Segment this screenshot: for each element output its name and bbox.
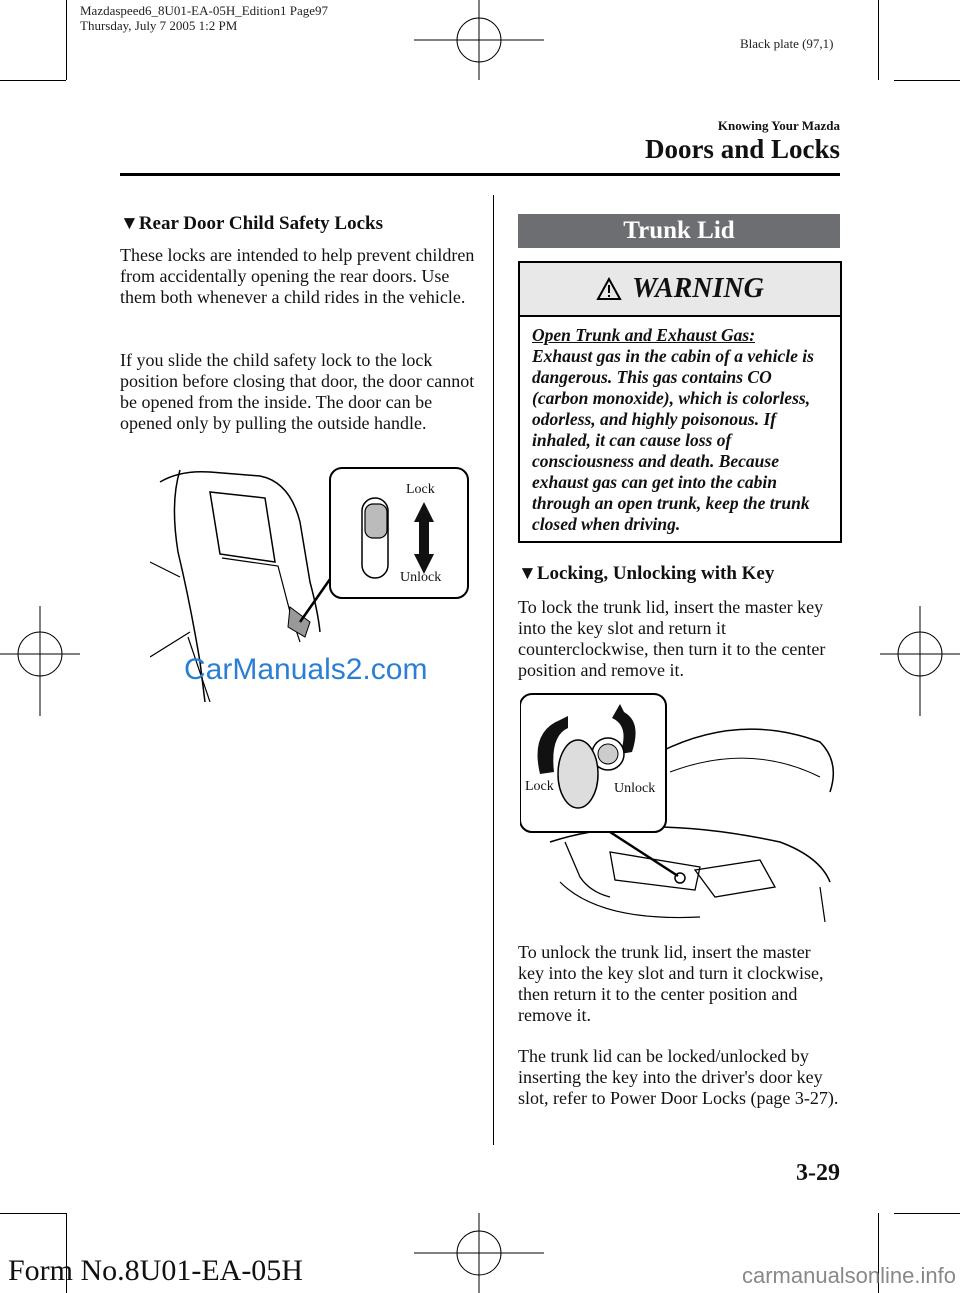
section-title: Doors and Locks: [644, 134, 840, 164]
crop-mark: [0, 1213, 66, 1214]
warning-box: [518, 261, 842, 543]
form-number: Form No.8U01-EA-05H: [8, 1254, 303, 1287]
warning-header: [520, 263, 840, 317]
registration-mark-bottom: [414, 1213, 544, 1293]
trunk-lid-title-bar: Trunk Lid: [518, 214, 840, 248]
child-lock-para1: These locks are intended to help prevent children from accidentally opening the rear doors. Use them both whenever a child rides in the vehicle.: [120, 245, 475, 307]
watermark: CarManuals2.com: [184, 653, 428, 686]
warning-label: WARNING: [632, 273, 764, 304]
registration-mark-left: [0, 606, 80, 716]
trunk-key-heading: ▼Locking, Unlocking with Key: [518, 563, 775, 584]
header-rule: [120, 173, 840, 176]
child-lock-para2: If you slide the child safety lock to the lock position before closing that door, the door cannot be opened from the inside. The door can be opened only by pulling the outside handle.: [120, 350, 475, 433]
warning-triangle-icon: [596, 277, 622, 301]
crop-mark: [66, 0, 67, 80]
section-small-title: Knowing Your Mazda: [717, 118, 840, 133]
trunk-unlock-label: Unlock: [614, 781, 656, 796]
registration-mark-top: [414, 0, 544, 80]
warning-title: Open Trunk and Exhaust Gas:: [532, 325, 756, 345]
child-lock-lock-label: Lock: [406, 482, 435, 497]
crop-mark: [894, 80, 960, 81]
column-divider: [493, 195, 494, 1145]
triangle-bullet-icon: ▼: [120, 213, 139, 234]
crop-mark: [0, 80, 66, 81]
footer-site: carmanualsonline.info: [741, 1263, 956, 1288]
registration-mark-right: [880, 606, 960, 716]
warning-body: Exhaust gas in the cabin of a vehicle is dangerous. This gas contains CO (carbon monoxide), which is colorless, odorless, and highly poisonous. If inhaled, it can cause loss of consciousness and death. Because exhaust gas can get into the cabin through an open trunk, keep the trunk closed when driving.: [532, 346, 814, 534]
trunk-lock-label: Lock: [525, 779, 554, 794]
print-meta-line2: Thursday, July 7 2005 1:2 PM: [80, 18, 238, 33]
trunk-lock-illustration: [520, 692, 842, 932]
print-meta-line1: Mazdaspeed6_8U01-EA-05H_Edition1 Page97: [80, 3, 329, 18]
plate-label: Black plate (97,1): [740, 36, 834, 51]
trunk-unlock-para: To unlock the trunk lid, insert the master key into the key slot and turn it clockwise, then return it to the center position and remove it.: [518, 942, 824, 1025]
trunk-lock-para: To lock the trunk lid, insert the master key into the key slot and return it counterclockwise, then turn it to the center position and remove it.: [518, 597, 826, 680]
child-lock-unlock-label: Unlock: [400, 570, 442, 585]
child-lock-heading: ▼Rear Door Child Safety Locks: [120, 213, 384, 234]
crop-mark: [878, 0, 879, 80]
triangle-bullet-icon: ▼: [518, 563, 537, 584]
page-number: 3-29: [796, 1160, 840, 1186]
crop-mark: [894, 1213, 960, 1214]
trunk-door-key-para: The trunk lid can be locked/unlocked by inserting the key into the driver's door key slot, refer to Power Door Locks (page 3-27).: [518, 1046, 839, 1108]
